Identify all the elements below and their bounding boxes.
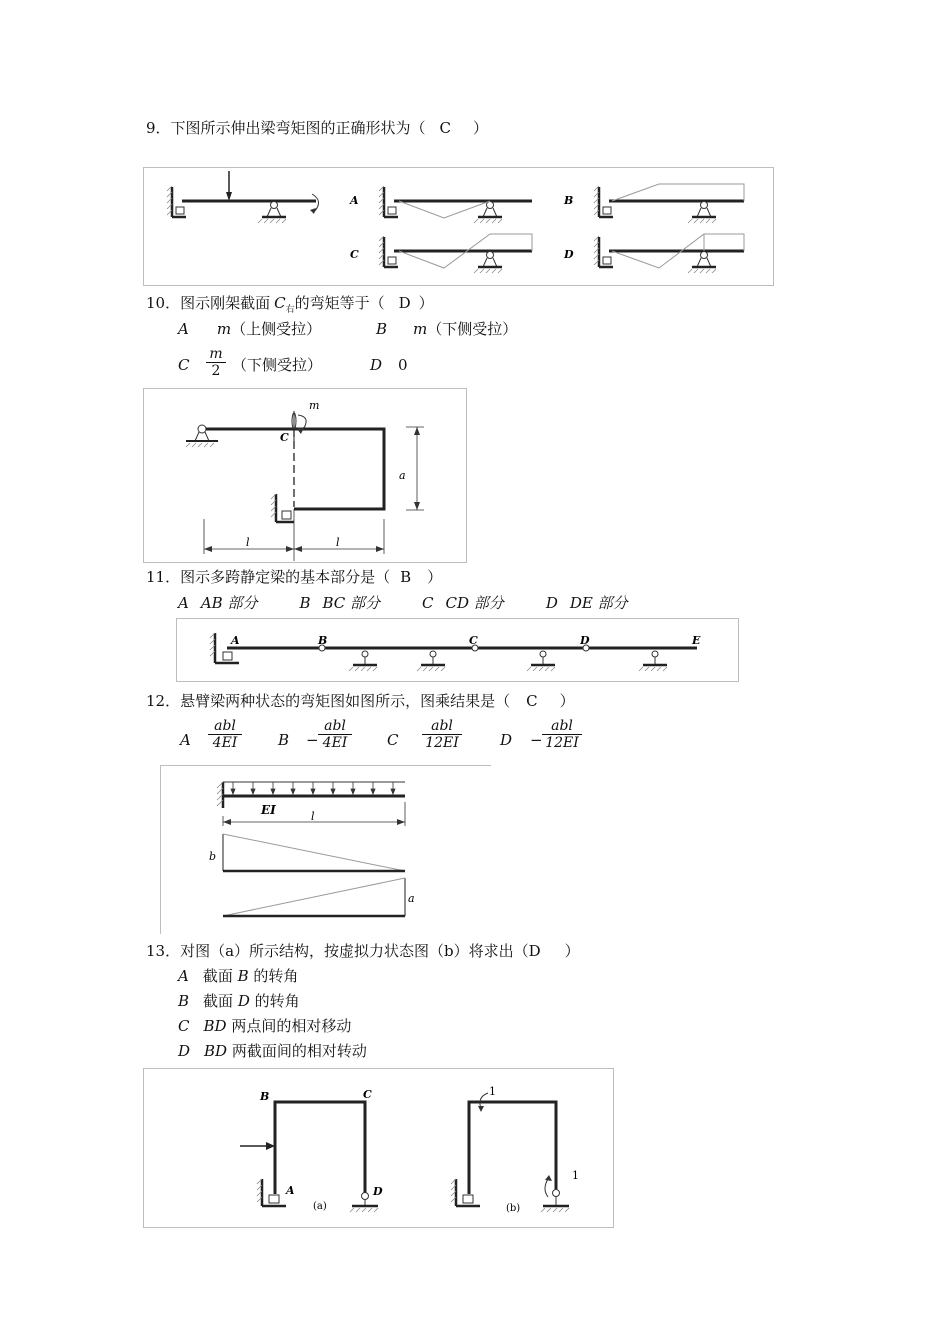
q9-option-b	[563, 184, 744, 223]
svg-text:C: C	[280, 431, 289, 444]
q9-stem: 9．下图所示伸出梁弯矩图的正确形状为（ C ）	[146, 119, 489, 137]
q12-opt-c-fraction: abl 12EI	[422, 718, 462, 751]
svg-text:B: B	[318, 634, 328, 647]
q12-opt-d-sign: −	[530, 731, 543, 749]
q13-frame-a	[240, 1088, 383, 1212]
svg-text:b: b	[209, 850, 217, 863]
svg-text:C: C	[363, 1088, 372, 1101]
svg-text:1: 1	[572, 1169, 579, 1182]
q13-option-d: D BD 两截面间的相对转动	[178, 1042, 367, 1060]
svg-text:a: a	[408, 892, 415, 905]
q9-main-beam	[167, 171, 319, 223]
q12-cantilever-diagram	[161, 766, 491, 934]
svg-text:l: l	[311, 810, 315, 823]
q13-option-a: A 截面 B 的转角	[178, 967, 299, 985]
q10-option-c-fraction: $\frac{m}{2}$	[206, 346, 226, 379]
q10-stem: 10．图示刚架截面 $C_右$的弯矩等于（ D ）	[146, 294, 434, 315]
q10-option-b: B m（下侧受拉）	[376, 320, 518, 338]
q12-opt-b-fraction: abl 4EI	[318, 718, 352, 751]
svg-text:A: A	[350, 194, 359, 207]
svg-text:l: l	[336, 536, 340, 549]
q13-frame-diagrams	[144, 1069, 613, 1227]
q9-answer: C	[439, 119, 452, 137]
svg-text:E: E	[692, 634, 701, 647]
svg-text:B: B	[260, 1090, 270, 1103]
q13-figure	[143, 1068, 614, 1228]
q11-figure	[176, 618, 739, 682]
svg-text:1: 1	[489, 1085, 496, 1098]
q12-opt-d-fraction: abl 12EI	[542, 718, 582, 751]
q10-option-c-letter: C	[178, 356, 190, 374]
q9-beam-diagrams	[144, 168, 773, 285]
svg-text:A: A	[286, 1184, 295, 1197]
q12-opt-b-sign: −	[306, 731, 319, 749]
q10-option-d: D 0	[370, 356, 408, 374]
q11-stem: 11．图示多跨静定梁的基本部分是（ B ）	[146, 568, 443, 586]
q11-options: A AB 部分 B BC 部分 C CD 部分 D DE 部分	[178, 594, 628, 612]
q12-answer: C	[526, 692, 538, 710]
svg-text:a: a	[399, 469, 406, 482]
svg-text:EI: EI	[261, 803, 276, 817]
svg-text:C: C	[350, 248, 359, 261]
q13-frame-b	[451, 1085, 579, 1214]
svg-text:B: B	[564, 194, 574, 207]
q12-stem: 12．悬臂梁两种状态的弯矩图如图所示，图乘结果是（ C ）	[146, 692, 575, 710]
q12-opt-a-fraction: abl 4EI	[208, 718, 242, 751]
q12-opt-b-letter: B	[278, 731, 290, 749]
q13-stem: 13．对图（a）所示结构，按虚拟力状态图（b）将求出（D ）	[146, 942, 580, 960]
q11-answer: B	[400, 568, 412, 586]
q10-frame-diagram	[144, 389, 466, 562]
q12-figure	[160, 765, 491, 934]
svg-text:A: A	[231, 634, 240, 647]
q12-opt-c-letter: C	[387, 731, 399, 749]
q10-option-a: A m（上侧受拉）	[178, 320, 322, 338]
svg-text:l: l	[246, 536, 250, 549]
svg-text:m: m	[309, 399, 320, 412]
q10-answer: D	[398, 294, 411, 312]
svg-text:(b): (b)	[506, 1203, 521, 1214]
q13-option-b: B 截面 D 的转角	[178, 992, 300, 1010]
q9-figure	[143, 167, 774, 286]
q11-multispan-beam	[177, 619, 738, 681]
q10-figure	[143, 388, 467, 563]
q12-opt-a-letter: A	[180, 731, 191, 749]
q12-opt-d-letter: D	[500, 731, 513, 749]
svg-text:D: D	[373, 1185, 383, 1198]
svg-text:D: D	[580, 634, 590, 647]
svg-text:C: C	[469, 634, 478, 647]
q13-option-c: C BD 两点间的相对移动	[178, 1017, 352, 1035]
q9-option-a	[349, 186, 532, 223]
svg-text:D: D	[564, 248, 574, 261]
q9-option-d	[563, 234, 744, 273]
q10-option-c-text: （下侧受拉）	[232, 356, 323, 374]
svg-text:(a): (a)	[313, 1201, 327, 1212]
q9-option-c	[350, 234, 532, 273]
